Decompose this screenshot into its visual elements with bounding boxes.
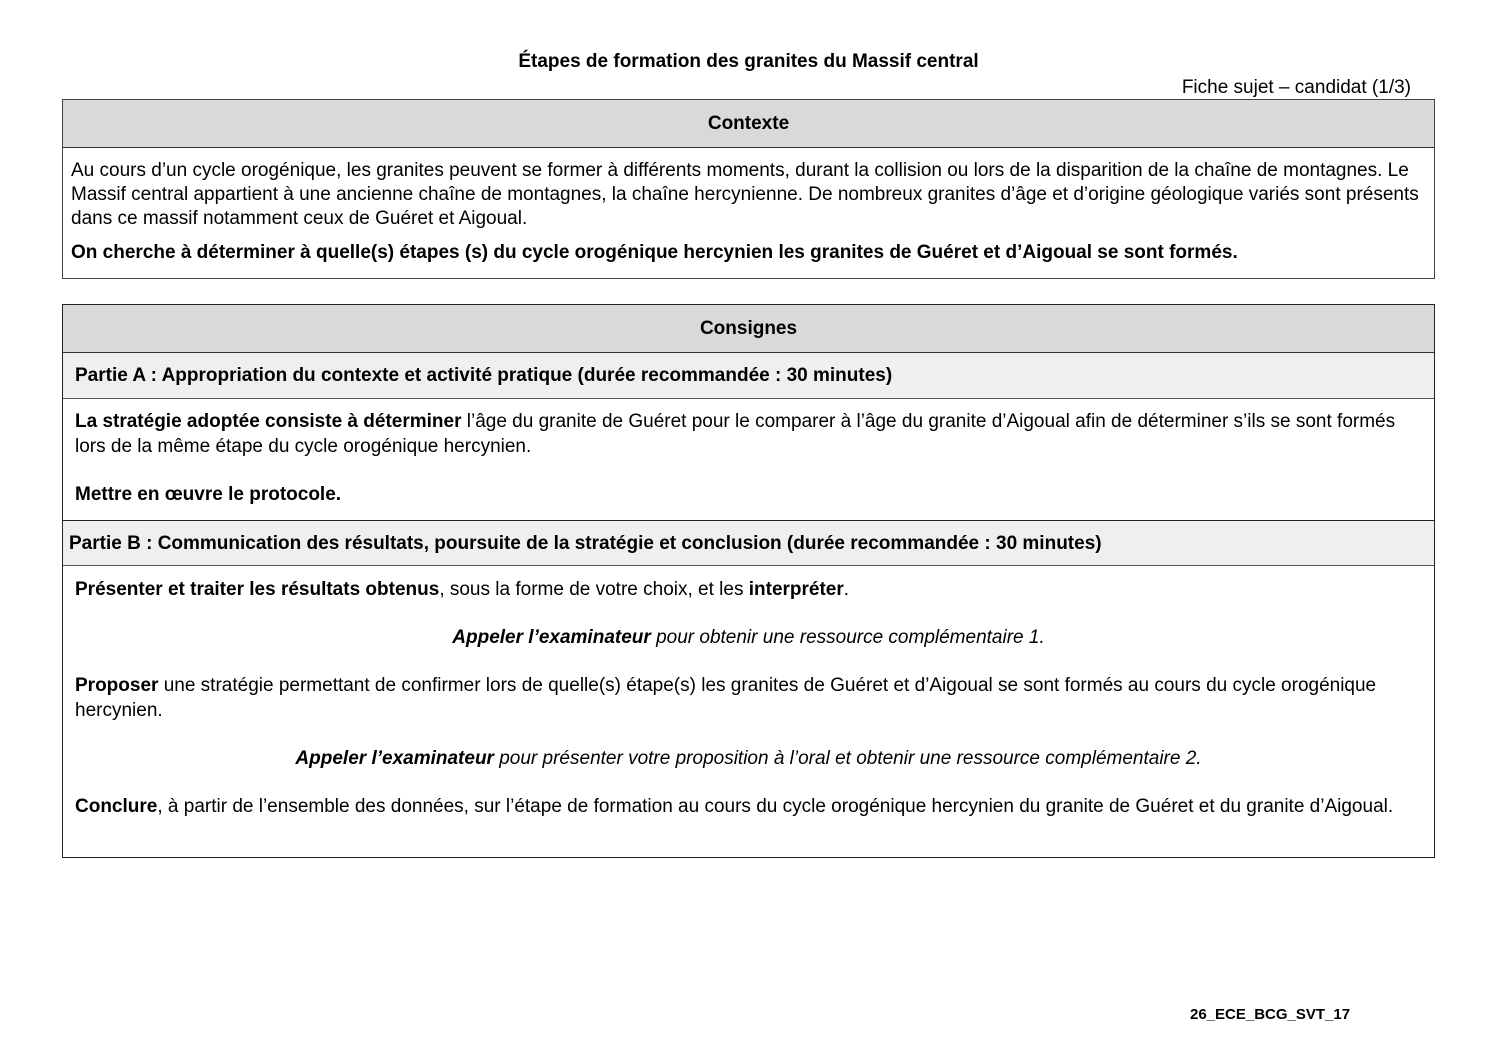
part-a-strategy-text: l’âge du granite de Guéret pour le comparer à l’âge du granite d’Aigoual afin de déterminer s’ils se sont formés lors de la même étape du cycle orogénique hercynien. <box>75 411 1396 457</box>
part-b-present-bold: Présenter et traiter les résultats obtenus <box>75 579 440 600</box>
document-subtitle: Fiche sujet – candidat (1/3) <box>1181 77 1411 98</box>
part-b-present <box>75 577 1422 602</box>
call-examiner-2-text: pour présenter votre proposition à l’oral et obtenir une ressource complémentaire 2. <box>493 748 1202 769</box>
document-title: Étapes de formation des granites du Massif central <box>518 51 979 72</box>
call-examiner-2-bold: Appeler l’examinateur <box>295 748 494 769</box>
part-b-call-examiner-1 <box>75 625 1422 650</box>
part-b-propose-text: une stratégie permettant de confirmer lors de quelle(s) étape(s) les granites de Guéret et d’Aigoual se sont formés au cours du cycle orogénique hercynien. <box>75 675 1377 721</box>
context-box <box>62 99 1435 279</box>
footer-code: 26_ECE_BCG_SVT_17 <box>1190 1006 1351 1023</box>
part-b-heading: Partie B : Communication des résultats, poursuite de la stratégie et conclusion (durée recommandée : 30 minutes) <box>63 520 1434 566</box>
context-body <box>63 148 1434 265</box>
part-b-present-end: . <box>843 579 850 600</box>
context-question: On cherche à déterminer à quelle(s) étapes (s) du cycle orogénique hercynien les granites de Guéret et d’Aigoual se sont formés. <box>71 242 1238 263</box>
call-examiner-1-text: pour obtenir une ressource complémentaire 1. <box>650 627 1045 648</box>
context-paragraph: Au cours d’un cycle orogénique, les granites peuvent se former à différents moments, durant la collision ou lors de la disparition de la chaîne de montagnes. Le Massif central appartient à une ancienne chaîne de montagnes, la chaîne hercynienne. De nombreux granites d’âge et d’origine géologique variés sont présents dans ce massif notamment ceux de Guéret et Aigoual. <box>71 160 1419 229</box>
consignes-box <box>62 304 1435 858</box>
part-b-conclude-bold: Conclure <box>75 796 158 817</box>
part-b-present-mid: , sous la forme de votre choix, et les <box>439 579 749 600</box>
part-b-interpret-bold: interpréter <box>748 579 844 600</box>
part-a-body <box>63 399 1434 520</box>
part-a-protocol <box>75 482 1422 507</box>
part-b-propose-bold: Proposer <box>75 675 159 696</box>
part-b-call-examiner-2 <box>75 746 1422 771</box>
part-a-strategy-bold: La stratégie adoptée consiste à déterminer <box>75 411 462 432</box>
part-a-strategy <box>75 409 1422 459</box>
part-a-heading: Partie A : Appropriation du contexte et activité pratique (durée recommandée : 30 minutes) <box>63 353 1434 399</box>
context-heading: Contexte <box>63 100 1434 148</box>
part-a-protocol-bold: Mettre en œuvre le protocole. <box>75 484 342 505</box>
part-b-body <box>63 566 1434 819</box>
part-b-propose <box>75 673 1422 723</box>
part-b-conclude-text: , à partir de l’ensemble des données, sur l’étape de formation au cours du cycle orogénique hercynien du granite de Guéret et du granite d’Aigoual. <box>157 796 1394 817</box>
part-b-conclude <box>75 794 1422 819</box>
consignes-heading: Consignes <box>63 305 1434 353</box>
call-examiner-1-bold: Appeler l’examinateur <box>452 627 651 648</box>
